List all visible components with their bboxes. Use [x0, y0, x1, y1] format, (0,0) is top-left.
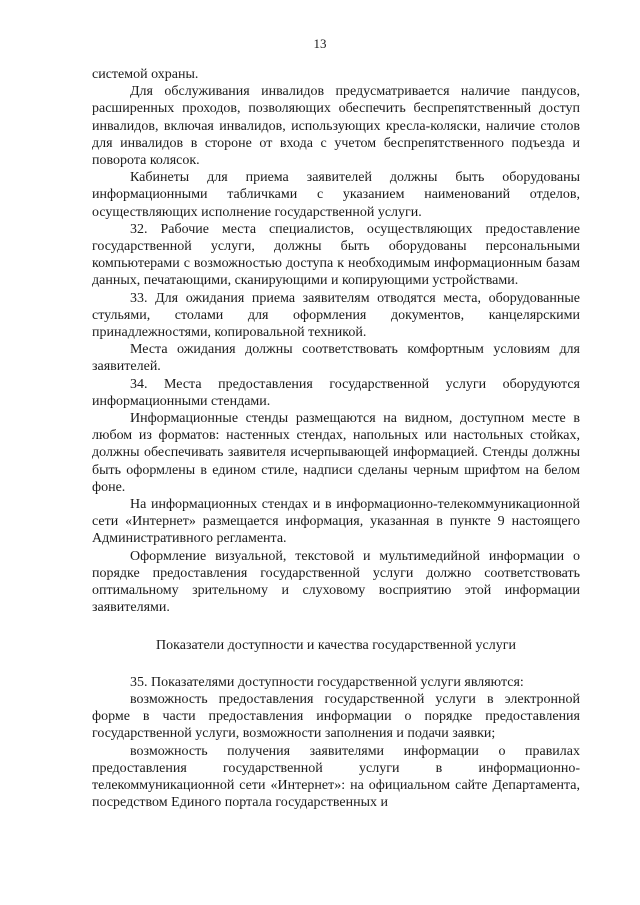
paragraph: 32. Рабочие места специалистов, осуществляющих предоставление государственной услуги, должны быть оборудованы персональными компьютерами с возможностью доступа к необходимым информационным базам данных, печатающими, сканирующими и копирующими устройствами. [92, 221, 580, 289]
paragraph: системой охраны. [92, 67, 199, 82]
page-number: 13 [313, 36, 327, 51]
paragraph: 35. Показателями доступности государственной услуги являются: [130, 674, 524, 690]
document-body [92, 66, 580, 811]
paragraph: возможность предоставления государственной услуги в электронной форме в части предоставления информации о порядке предоставления государственной услуги, возможности заполнения и подачи заявки; [92, 691, 580, 742]
paragraph: 34. Места предоставления государственной услуги оборудуются информационными стендами. [92, 376, 580, 409]
paragraph: Для обслуживания инвалидов предусматривается наличие пандусов, расширенных проходов, позволяющих обеспечить беспрепятственный доступ инвалидов, включая инвалидов, использующих кресла-коляски, наличие столов для инвалидов в стороне от входа с учетом беспрепятственного подъезда и поворота колясок. [92, 84, 580, 169]
paragraph: Оформление визуальной, текстовой и мультимедийной информации о порядке предоставления государственной услуги должно соответствовать оптимальному зрительному и слуховому восприятию этой информации заявителями. [92, 548, 580, 616]
paragraph: возможность получения заявителями информации о правилах предоставления государственной услуги в информационно-телекоммуникационной сети «Интернет»: на официальном сайте Департамента, посредством Единого портала государственных и [92, 743, 580, 811]
paragraph: На информационных стендах и в информационно-телекоммуникационной сети «Интернет» размещается информация, указанная в пункте 9 настоящего Административного регламента. [92, 497, 580, 547]
paragraph: Информационные стенды размещаются на видном, доступном месте в любом из форматов: настенных стендах, напольных или настольных стойках, должны обеспечивать заявителя исчерпывающей информацией. Стенды должны быть оформлены в едином стиле, надписи сделаны черным шрифтом на белом фоне. [92, 411, 580, 495]
paragraph: Кабинеты для приема заявителей должны быть оборудованы информационными табличками с указанием наименований отделов, осуществляющих исполнение государственной услуги. [92, 170, 580, 220]
paragraph: Места ожидания должны соответствовать комфортным условиям для заявителей. [92, 342, 580, 375]
paragraph: 33. Для ожидания приема заявителям отводятся места, оборудованные стульями, столами для оформления документов, канцелярскими принадлежностями, копировальной техникой. [92, 290, 580, 341]
section-heading: Показатели доступности и качества государственной услуги [156, 637, 516, 653]
